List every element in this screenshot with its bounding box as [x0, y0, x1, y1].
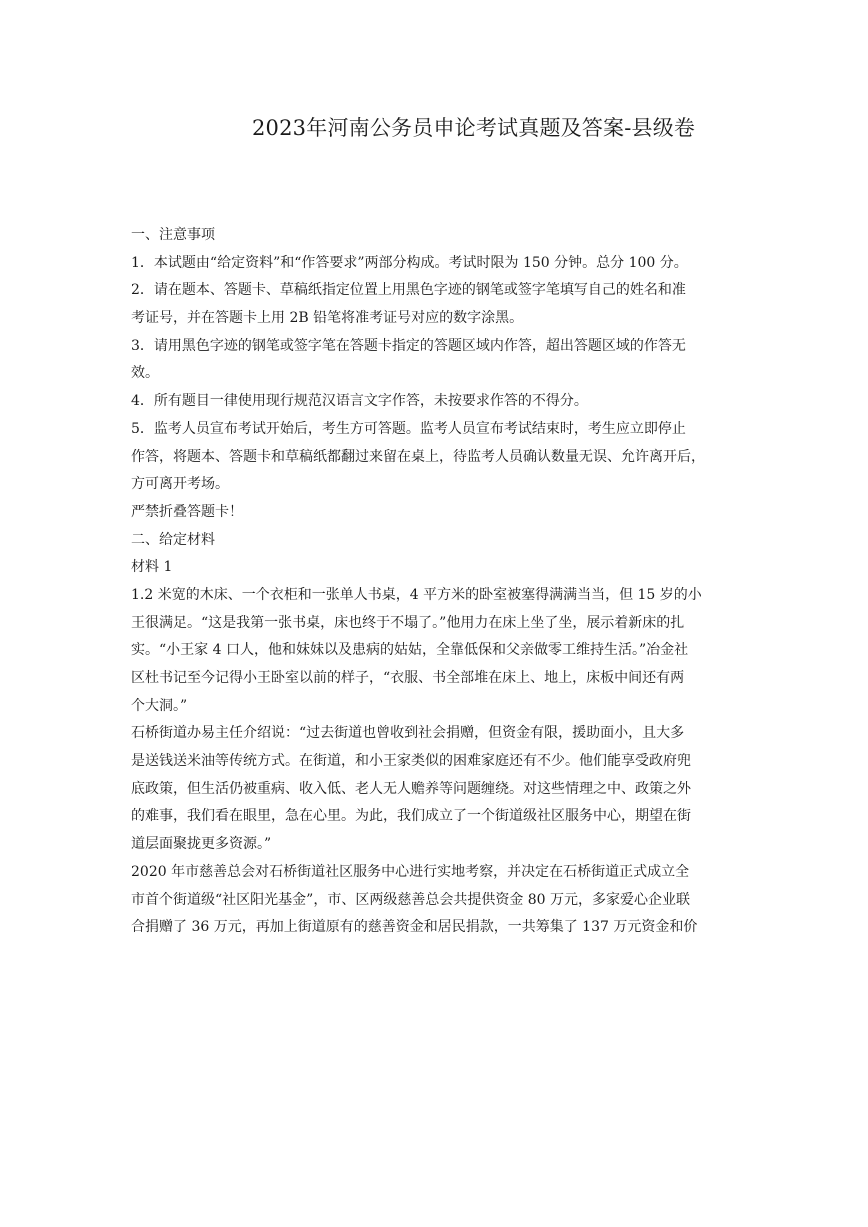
notice-item-2-cont: 考证号，并在答题卡上用 2B 铅笔将准考证号对应的数字涂黑。	[131, 310, 524, 327]
paragraph-line: 市首个街道级“社区阳光基金”，市、区两级慈善总会共提供资金 80 万元，多家爱心企业联	[131, 891, 691, 908]
paragraph-line: 个大洞。”	[131, 697, 188, 714]
document-body	[131, 222, 771, 942]
paragraph-line: 2020 年市慈善总会对石桥街道社区服务中心进行实地考察，并决定在石桥街道正式成立全	[131, 863, 690, 880]
notice-item-5-cont: 方可离开考场。	[131, 476, 229, 493]
section-heading-materials: 二、给定材料	[131, 531, 215, 548]
notice-item-3-cont: 效。	[131, 365, 159, 382]
paragraph-line: 石桥街道办易主任介绍说：“过去街道也曾收到社会捐赠，但资金有限，援助面小，且大多	[131, 725, 685, 742]
paragraph-line: 道层面聚拢更多资源。”	[131, 836, 272, 853]
warning-line: 严禁折叠答题卡！	[131, 503, 243, 520]
notice-item-2: 2．请在题本、答题卡、草稿纸指定位置上用黑色字迹的钢笔或签字笔填写自己的姓名和准	[131, 282, 686, 299]
notice-item-4: 4．所有题目一律使用现行规范汉语言文字作答，未按要求作答的不得分。	[131, 393, 588, 410]
document-title: 2023年河南公务员申论考试真题及答案-县级卷	[252, 116, 696, 140]
paragraph-line: 是送钱送米油等传统方式。在街道，和小王家类似的困难家庭还有不少。他们能享受政府兜	[131, 753, 691, 770]
paragraph-line: 合捐赠了 36 万元，再加上街道原有的慈善资金和居民捐款，一共筹集了 137 万元资金和价	[131, 919, 698, 936]
paragraph-line: 底政策，但生活仍被重病、收入低、老人无人赡养等问题缠绕。对这些情理之中、政策之外	[131, 780, 691, 797]
notice-item-1: 1．本试题由“给定资料”和“作答要求”两部分构成。考试时限为 150 分钟。总分 100 分。	[131, 254, 688, 271]
paragraph-line: 王很满足。“这是我第一张书桌，床也终于不塌了。”他用力在床上坐了坐，展示着新床的扎	[131, 614, 685, 631]
notice-item-5: 5．监考人员宣布考试开始后，考生方可答题。监考人员宣布考试结束时，考生应立即停止	[131, 420, 686, 437]
section-heading-notice: 一、注意事项	[131, 227, 215, 243]
notice-item-5-cont: 作答，将题本、答题卡和草稿纸都翻过来留在桌上，待监考人员确认数量无误、允许离开后，	[131, 448, 705, 465]
paragraph-line: 区杜书记至今记得小王卧室以前的样子，“衣服、书全部堆在床上、地上，床板中间还有两	[131, 670, 685, 686]
paragraph-line: 1.2 米宽的木床、一个衣柜和一张单人书桌，4 平方米的卧室被塞得满满当当，但 15 岁的小	[131, 586, 702, 603]
paragraph-line: 实。“小王家 4 口人，他和妹妹以及患病的姑姑，全靠低保和父亲做零工维持生活。”冶金社	[131, 642, 689, 659]
material-heading: 材料 1	[131, 559, 173, 576]
paragraph-line: 的难事，我们看在眼里，急在心里。为此，我们成立了一个街道级社区服务中心，期望在街	[131, 808, 691, 825]
notice-item-3: 3．请用黑色字迹的钢笔或签字笔在答题卡指定的答题区域内作答，超出答题区域的作答无	[131, 337, 686, 354]
